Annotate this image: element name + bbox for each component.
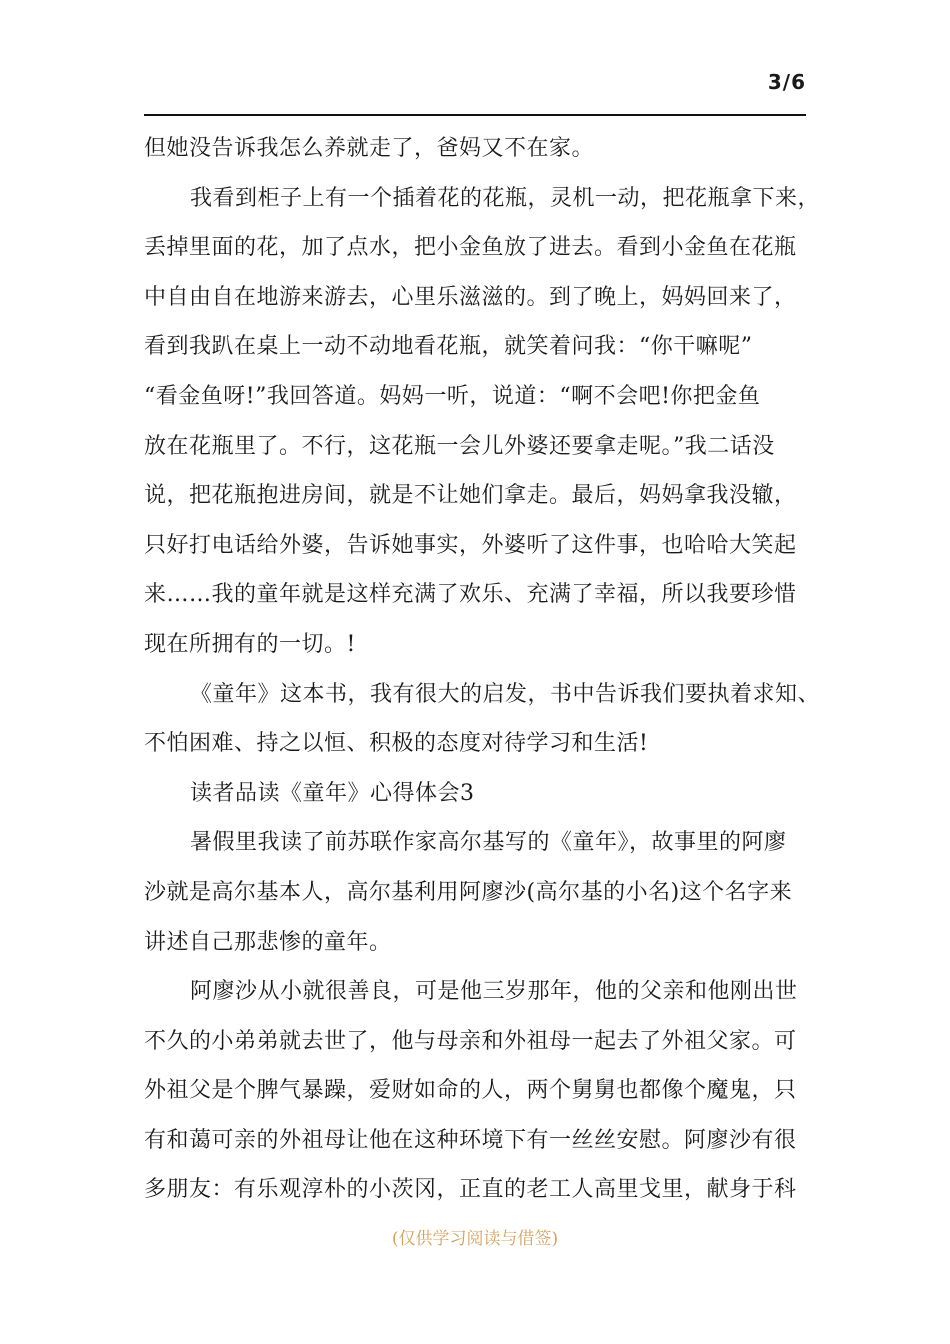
- paragraph-start-line: 我看到柜子上有一个插着花的花瓶，灵机一动，把花瓶拿下来，: [190, 185, 821, 211]
- text-line: “看金鱼呀!”我回答道。妈妈一听，说道：“啊不会吧!你把金鱼: [144, 383, 761, 409]
- paragraph-start-line: 暑假里我读了前苏联作家高尔基写的《童年》，故事里的阿廖: [190, 830, 787, 856]
- text-line: 只好打电话给外婆，告诉她事实，外婆听了这件事，也哈哈大笑起: [144, 532, 797, 558]
- text-line: 沙就是高尔基本人，高尔基利用阿廖沙(高尔基的小名)这个名字来: [144, 879, 793, 905]
- section-heading: 读者品读《童年》心得体会3: [190, 780, 475, 806]
- text-line: 不久的小弟弟就去世了，他与母亲和外祖母一起去了外祖父家。可: [144, 1028, 797, 1054]
- text-line: 但她没告诉我怎么养就走了，爸妈又不在家。: [144, 136, 595, 161]
- text-line: 有和蔼可亲的外祖母让他在这种环境下有一丝丝安慰。阿廖沙有很: [144, 1127, 797, 1153]
- text-line: 不怕困难、持之以恒、积极的态度对待学习和生活!: [144, 731, 649, 757]
- paragraph-start-line: 《童年》这本书，我有很大的启发，书中告诉我们要执着求知、: [190, 681, 821, 707]
- text-line: 放在花瓶里了。不行，这花瓶一会儿外婆还要拿走呢。”我二话没: [144, 433, 775, 459]
- paragraph-start-line: 阿廖沙从小就很善良，可是他三岁那年，他的父亲和他刚出世: [190, 979, 798, 1005]
- text-line: 多朋友：有乐观淳朴的小茨冈，正直的老工人高里戈里，献身于科: [144, 1177, 797, 1203]
- text-line: 丢掉里面的花，加了点水，把小金鱼放了进去。看到小金鱼在花瓶: [144, 235, 797, 261]
- document-body: [144, 124, 821, 1215]
- text-line: 看到我趴在桌上一动不动地看花瓶，就笑着问我：“你干嘛呢”: [144, 334, 753, 360]
- footer-note: (仅供学习阅读与借签): [391, 1229, 559, 1249]
- header-rule: [144, 114, 806, 116]
- page-number: 3/6: [767, 70, 806, 94]
- text-line: 讲述自己那悲惨的童年。: [144, 929, 392, 955]
- text-line: 来……我的童年就是这样充满了欢乐、充满了幸福，所以我要珍惜: [144, 582, 797, 608]
- text-line: 中自由自在地游来游去，心里乐滋滋的。到了晚上，妈妈回来了，: [144, 284, 797, 310]
- text-line: 现在所拥有的一切。!: [144, 631, 356, 657]
- text-line: 外祖父是个脾气暴躁，爱财如命的人，两个舅舅也都像个魔鬼，只: [144, 1078, 797, 1104]
- text-line: 说，把花瓶抱进房间，就是不让她们拿走。最后，妈妈拿我没辙，: [144, 483, 797, 509]
